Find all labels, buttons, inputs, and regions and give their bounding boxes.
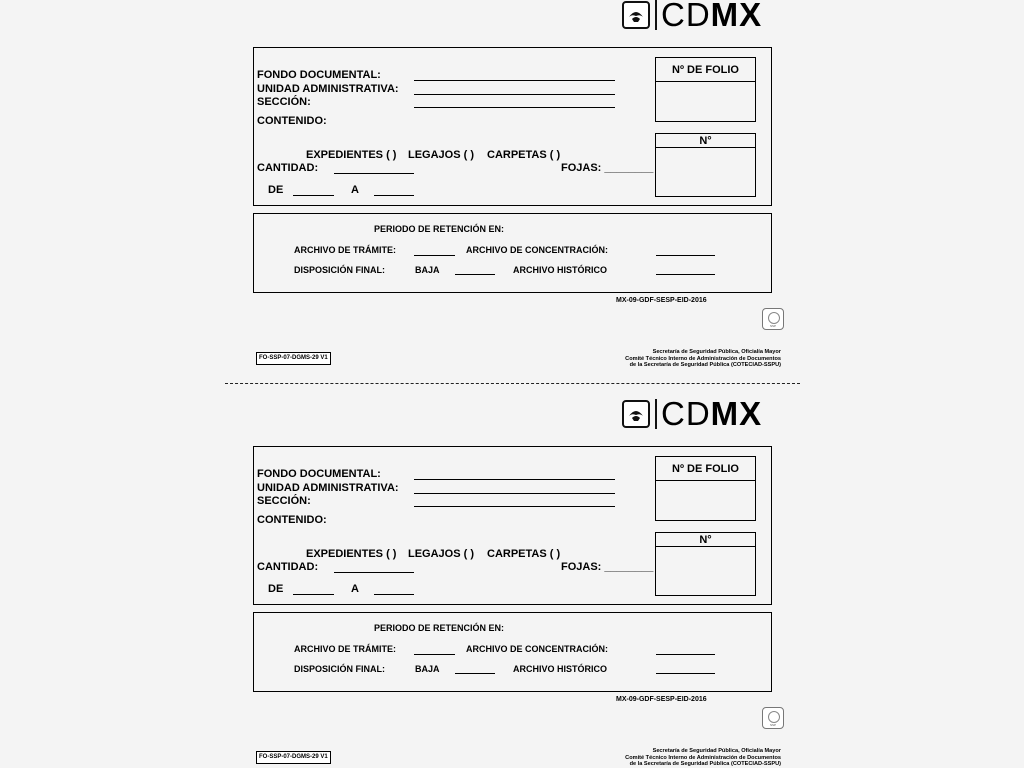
seccion-field[interactable] (414, 107, 615, 108)
legajos-option[interactable]: LEGAJOS ( ) (408, 548, 475, 560)
concentracion-field[interactable] (656, 255, 715, 256)
unidad-label: UNIDAD ADMINISTRATIVA: (257, 482, 399, 494)
folio-box[interactable] (655, 57, 756, 122)
fondo-field[interactable] (414, 479, 615, 480)
numero-divider (656, 546, 755, 547)
baja-field[interactable] (455, 274, 495, 275)
cdmx-emblem-icon (622, 400, 650, 428)
concentracion-label: ARCHIVO DE CONCENTRACIÓN: (466, 644, 609, 654)
numero-box[interactable] (655, 532, 756, 596)
cdmx-logo (661, 0, 762, 32)
retention-title: PERIODO DE RETENCIÓN EN: (374, 224, 505, 234)
logo-text-bold: MX (710, 399, 763, 432)
footer-line-1: Secretaría de Seguridad Pública, Oficialía Mayor (652, 748, 781, 754)
retention-title: PERIODO DE RETENCIÓN EN: (374, 623, 505, 633)
de-field[interactable] (293, 195, 334, 196)
cantidad-field[interactable] (334, 572, 414, 573)
folio-label: Nº DE FOLIO (672, 463, 739, 475)
cantidad-field[interactable] (334, 173, 414, 174)
tramite-label: ARCHIVO DE TRÁMITE: (294, 644, 396, 654)
folio-label: Nº DE FOLIO (672, 64, 739, 76)
concentracion-field[interactable] (656, 654, 715, 655)
tramite-field[interactable] (414, 654, 455, 655)
historico-field[interactable] (656, 274, 715, 275)
fondo-label: FONDO DOCUMENTAL: (257, 69, 381, 81)
fondo-field[interactable] (414, 80, 615, 81)
legajos-option[interactable]: LEGAJOS ( ) (408, 149, 475, 161)
footer-line-2: Comité Técnico Interno de Administración de Documentos (625, 356, 781, 362)
a-label: A (351, 583, 359, 595)
carpetas-option[interactable]: CARPETAS ( ) (487, 149, 561, 161)
disposicion-label: DISPOSICIÓN FINAL: (294, 265, 386, 275)
historico-label: ARCHIVO HISTÓRICO (513, 265, 608, 275)
expedientes-option[interactable]: EXPEDIENTES ( ) (306, 149, 397, 161)
seccion-label: SECCIÓN: (257, 495, 311, 507)
unidad-label: UNIDAD ADMINISTRATIVA: (257, 83, 399, 95)
footer-line-3: de la Secretaría de Seguridad Pública (COTECIAD-SSPU) (629, 362, 781, 368)
tramite-field[interactable] (414, 255, 455, 256)
de-label: DE (268, 184, 284, 196)
contenido-label: CONTENIDO: (257, 115, 327, 127)
folio-box[interactable] (655, 456, 756, 521)
a-label: A (351, 184, 359, 196)
disposicion-label: DISPOSICIÓN FINAL: (294, 664, 386, 674)
registry-code: MX-09-GDF-SESP-EID-2016 (616, 297, 707, 304)
fojas-label[interactable]: FOJAS: ________ (561, 561, 654, 573)
historico-field[interactable] (656, 673, 715, 674)
expedientes-option[interactable]: EXPEDIENTES ( ) (306, 548, 397, 560)
logo-text-bold: MX (710, 0, 763, 33)
cdmx-emblem-icon (622, 1, 650, 29)
logo-separator (655, 399, 657, 429)
seccion-field[interactable] (414, 506, 615, 507)
form-code: FO-SSP-07-DGMS-29 V1 (256, 751, 331, 764)
numero-label: N° (699, 135, 712, 147)
a-field[interactable] (374, 594, 414, 595)
form-copy-bottom (0, 399, 1024, 768)
baja-label: BAJA (415, 664, 440, 674)
institution-seal-icon: SSP (762, 707, 784, 729)
carpetas-option[interactable]: CARPETAS ( ) (487, 548, 561, 560)
unidad-field[interactable] (414, 493, 615, 494)
de-field[interactable] (293, 594, 334, 595)
form-code: FO-SSP-07-DGMS-29 V1 (256, 352, 331, 365)
numero-box[interactable] (655, 133, 756, 197)
fojas-label[interactable]: FOJAS: ________ (561, 162, 654, 174)
logo-separator (655, 0, 657, 30)
institution-seal-icon: SSP (762, 308, 784, 330)
numero-divider (656, 147, 755, 148)
seccion-label: SECCIÓN: (257, 96, 311, 108)
historico-label: ARCHIVO HISTÓRICO (513, 664, 608, 674)
folio-divider (656, 81, 755, 82)
footer-line-2: Comité Técnico Interno de Administración de Documentos (625, 755, 781, 761)
cut-line (225, 383, 800, 384)
folio-divider (656, 480, 755, 481)
footer-line-3: de la Secretaría de Seguridad Pública (COTECIAD-SSPU) (629, 761, 781, 767)
tramite-label: ARCHIVO DE TRÁMITE: (294, 245, 396, 255)
cantidad-label: CANTIDAD: (257, 162, 319, 174)
registry-code: MX-09-GDF-SESP-EID-2016 (616, 696, 707, 703)
footer-line-1: Secretaría de Seguridad Pública, Oficialía Mayor (652, 349, 781, 355)
baja-label: BAJA (415, 265, 440, 275)
numero-label: N° (699, 534, 712, 546)
concentracion-label: ARCHIVO DE CONCENTRACIÓN: (466, 245, 609, 255)
logo-text-light: CD (661, 399, 711, 432)
de-label: DE (268, 583, 284, 595)
fondo-label: FONDO DOCUMENTAL: (257, 468, 381, 480)
contenido-label: CONTENIDO: (257, 514, 327, 526)
cdmx-logo (661, 399, 762, 431)
a-field[interactable] (374, 195, 414, 196)
baja-field[interactable] (455, 673, 495, 674)
cantidad-label: CANTIDAD: (257, 561, 319, 573)
logo-text-light: CD (661, 0, 711, 33)
form-copy (0, 399, 1024, 768)
unidad-field[interactable] (414, 94, 615, 95)
